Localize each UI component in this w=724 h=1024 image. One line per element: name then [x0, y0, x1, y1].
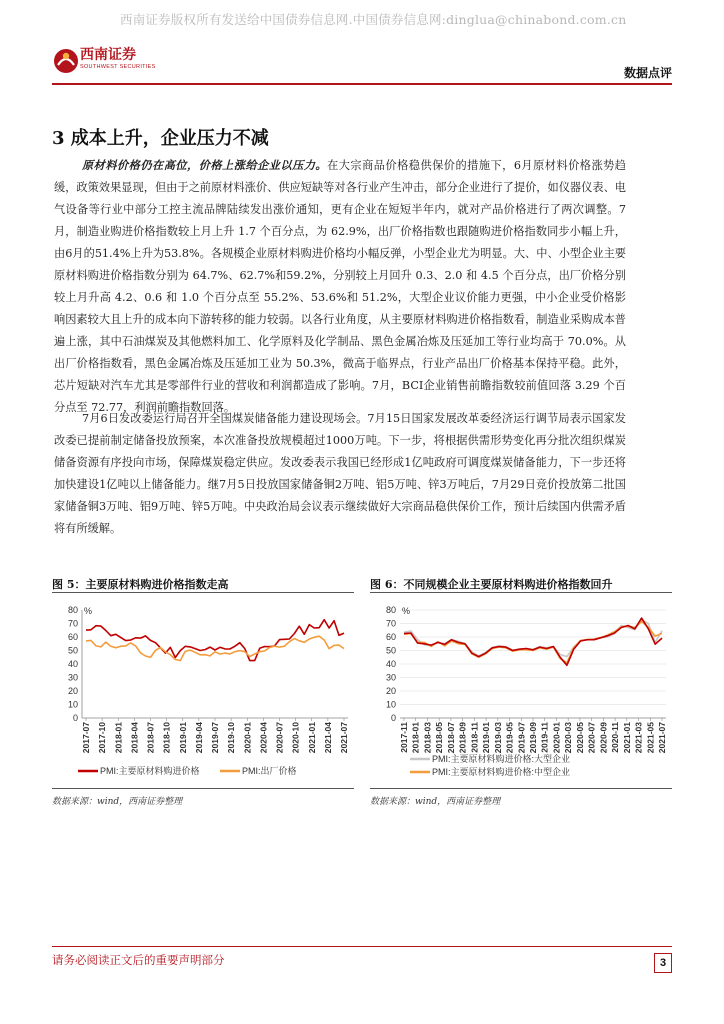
x-tick-label: 2020-10	[290, 722, 301, 754]
x-tick-label: 2018-04	[129, 722, 140, 754]
y-tick-label: 10	[385, 699, 396, 710]
x-tick-label: 2019-07	[516, 722, 527, 754]
x-tick-label: 2017-10	[97, 722, 108, 754]
footer-divider	[52, 946, 672, 947]
x-tick-label: 2020-04	[258, 722, 269, 754]
legend-label: PMI:出厂价格	[242, 766, 297, 776]
y-tick-label: 20	[67, 686, 78, 696]
x-tick-label: 2019-03	[492, 722, 503, 754]
x-tick-label: 2020-07	[586, 722, 597, 754]
paragraph-1	[54, 154, 626, 419]
paragraph-2: 7月6日发改委运行局召开全国煤炭储备能力建设现场会。7月15日国家发展改革委经济运行调节局表示国家发改委已提前制定储备投放预案，本次准备投放规模超过1000万吨。下一步，将根据供需形势变化再分批次组织煤炭储备资源有序投向市场，保障煤炭稳定供应。发改委表示我国已经形成1亿吨政府可调度煤炭储备能力，下一步还将加快建设1亿吨以上储备能力。继7月5日投放国家储备铜2万吨、铝5万吨、锌3万吨后，7月29日竞价投放第二批国家储备铜3万吨、铝9万吨、锌5万吨。中央政治局会议表示继续做好大宗商品稳供保价工作，预计后续国内供需矛盾将有所缓解。	[54, 412, 626, 535]
header-divider	[52, 83, 672, 85]
y-tick-label: 80	[385, 605, 396, 615]
x-tick-label: 2018-11	[469, 722, 480, 753]
x-tick-label: 2020-01	[551, 722, 562, 754]
x-tick-label: 2021-03	[633, 722, 644, 754]
y-tick-label: 70	[67, 618, 78, 629]
logo-name: 西南证券	[80, 47, 136, 63]
paragraph-1-lead: 原材料价格仍在高位，价格上涨给企业以压力。	[82, 158, 328, 172]
x-tick-label: 2017-07	[81, 722, 91, 754]
figure-6-top-rule	[370, 592, 672, 593]
x-tick-label: 2019-05	[504, 722, 515, 754]
footer-disclaimer: 请务必阅读正文后的重要声明部分	[52, 953, 225, 967]
y-tick-label: 0	[390, 713, 396, 723]
x-tick-label: 2021-07	[657, 722, 667, 754]
x-tick-label: 2021-07	[339, 722, 349, 754]
x-tick-label: 2020-05	[574, 722, 585, 754]
x-tick-label: 2018-01	[113, 722, 124, 754]
unit-label: %	[84, 606, 93, 616]
x-tick-label: 2021-04	[322, 722, 333, 754]
y-tick-label: 30	[385, 672, 396, 683]
y-tick-label: 20	[385, 686, 396, 696]
x-tick-label: 2020-01	[242, 722, 253, 754]
y-tick-label: 50	[385, 645, 396, 656]
unit-label: %	[402, 606, 411, 616]
document-type: 数据点评	[623, 66, 672, 80]
series-line	[86, 620, 344, 661]
x-tick-label: 2019-09	[528, 722, 538, 754]
section-title: 3 成本上升，企业压力不减	[52, 128, 269, 149]
figure-6-chart	[370, 596, 672, 786]
y-tick-label: 10	[67, 699, 78, 710]
x-tick-label: 2019-11	[539, 722, 550, 753]
logo-subtitle: SOUTHWEST SECURITIES	[80, 64, 156, 70]
y-tick-label: 40	[67, 659, 78, 669]
x-tick-label: 2018-07	[145, 722, 156, 754]
figure-5-title: 图 5：主要原材料购进价格指数走高	[52, 578, 229, 591]
x-tick-label: 2018-01	[410, 722, 421, 754]
figure-6-title: 图 6：不同规模企业主要原材料购进价格指数回升	[370, 578, 613, 591]
x-tick-label: 2018-10	[161, 722, 172, 754]
x-tick-label: 2020-03	[563, 722, 574, 754]
x-tick-label: 2017-11	[399, 722, 409, 753]
figure-5-top-rule	[52, 592, 354, 593]
figure-6-bottom-rule	[370, 788, 672, 789]
y-tick-label: 50	[67, 645, 78, 656]
y-tick-label: 0	[72, 713, 78, 723]
y-tick-label: 30	[67, 672, 78, 683]
x-tick-label: 2020-07	[274, 722, 285, 754]
y-tick-label: 40	[385, 659, 396, 669]
x-tick-label: 2019-04	[193, 722, 204, 754]
figure-5-source: 数据来源：wind，西南证券整理	[52, 797, 183, 807]
y-tick-label: 80	[67, 605, 78, 615]
paragraph-1-body: 在大宗商品价格稳供保价的措施下，6月原材料价格涨势趋缓，政策效果显现，但由于之前原材料涨价、供应短缺等对各行业产生冲击，部分企业进行了提价，如仪器仪表、电气设备等行业中部分工控主流品牌陆续发出涨价通知，更有企业在短短半年内，就对产品价格进行了两次调整。7月，制造业购进价格指数较上月上升 1.7 个百分点，为 62.9%，出厂价格指数也跟随购进价格指数同步小幅上升，由6月的51.4%上升为53.8%。各规模企业原材料购进价格均小幅反弹，小型企业尤为明显。大、中、小型企业主要原材料购进价格指数分别为 64.7%、62.7%和59.2%，分别较上月回升 0.3、2.0 和 4.5 个百分点，出厂价格分别较上月升高 4.2、0.6 和 1.0 个百分点至 55.2%、53.6%和 51.2%，大型企业议价能力更强，中小企业受价格影响因素较大且上升的成本向下游转移的能力较弱。以各行业角度，从主要原材料购进价格指数看，制造业采购成本普遍上涨，其中石油煤炭及其他燃料加工、化学原料及化学制品、黑色金属冶炼及压延加工等行业均高于 70.0%。从出厂价格指数看，黑色金属冶炼及压延加工业为 50.3%，微高于临界点，行业产品出厂价格基本保持平稳。此外，芯片短缺对汽车尤其是零部件行业的营收和利润都造成了影响。7月，BCI企业销售前瞻指数较前值回落 3.29 个百分点至 72.77，利润前瞻指数回落。	[54, 159, 626, 414]
x-tick-label: 2021-01	[306, 722, 317, 754]
x-tick-label: 2021-01	[621, 722, 632, 754]
figure-6-source: 数据来源：wind，西南证券整理	[370, 797, 501, 807]
x-tick-label: 2018-05	[434, 722, 445, 754]
legend-label: PMI:主要原材料购进价格:大型企业	[432, 754, 571, 764]
watermark: 西南证券版权所有发送给中国债券信息网.中国债券信息网:dinglua@chinabond.com.cn	[120, 12, 627, 27]
series-line	[404, 618, 662, 665]
y-tick-label: 70	[385, 618, 396, 629]
x-tick-label: 2019-07	[210, 722, 220, 754]
page-number: 3	[654, 953, 672, 973]
x-tick-label: 2019-01	[177, 722, 188, 754]
x-tick-label: 2019-01	[481, 722, 492, 754]
x-tick-label: 2018-09	[457, 722, 468, 754]
x-tick-label: 2018-07	[445, 722, 456, 754]
legend-label: PMI:主要原材料购进价格	[100, 766, 200, 776]
x-tick-label: 2021-05	[645, 722, 656, 754]
legend-label: PMI:主要原材料购进价格:中型企业	[432, 767, 571, 777]
figure-5-chart	[52, 596, 354, 786]
y-tick-label: 60	[67, 632, 78, 642]
figure-5-bottom-rule	[52, 788, 354, 789]
x-tick-label: 2018-03	[422, 722, 433, 754]
x-tick-label: 2019-10	[226, 722, 237, 754]
y-tick-label: 60	[385, 632, 396, 642]
x-tick-label: 2020-11	[610, 722, 621, 753]
x-tick-label: 2020-09	[598, 722, 609, 754]
